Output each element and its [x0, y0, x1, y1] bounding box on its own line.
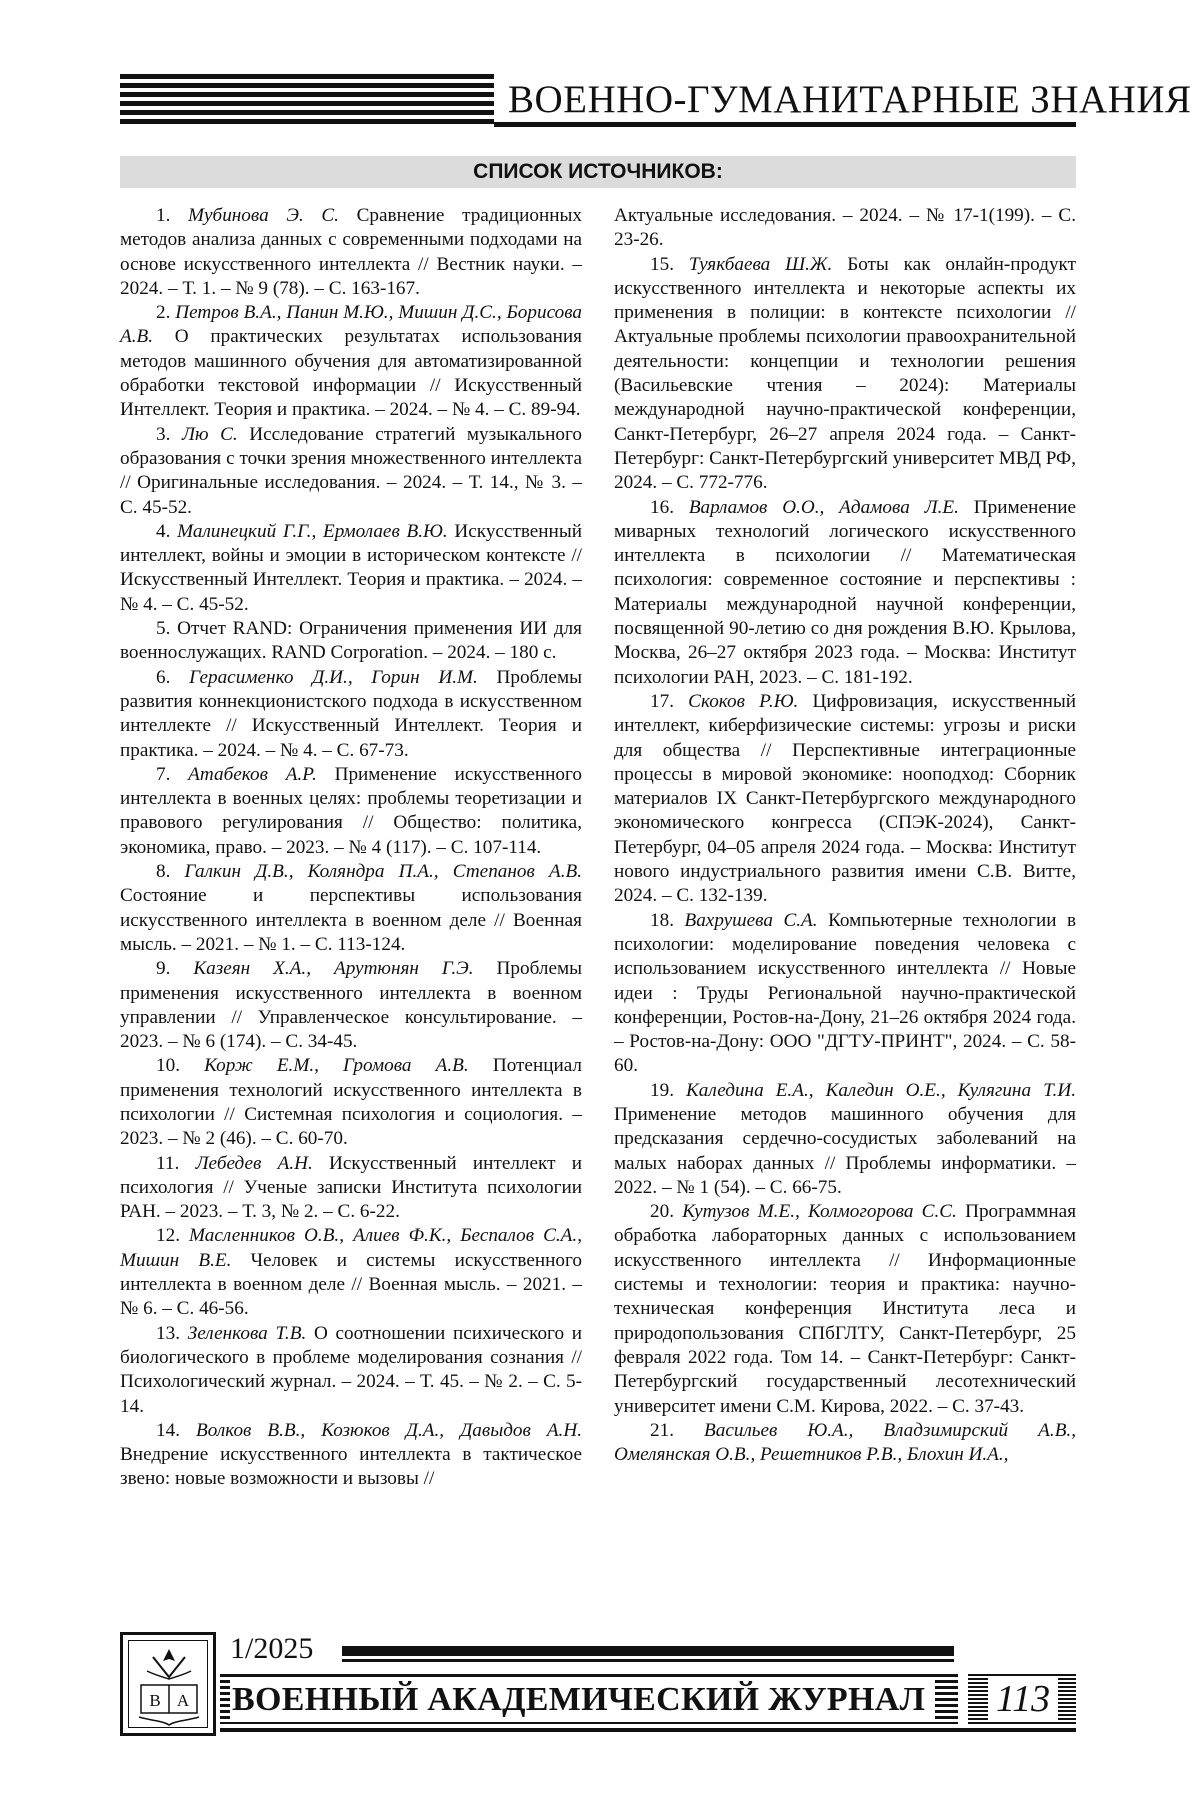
reference-text: Боты как онлайн-продукт искусственного интеллекта и некоторые аспекты их применения в полиции: в контексте психологии // Актуальные проблемы психологии правоохранительной деятельности: концепции и технологии решения (Васильевские чтения – 2024): Материалы международной научно-практической конференции, Санкт-Петербург, 26–27 апреля 2024 года. – Санкт-Петербург: Санкт-Петербургский университет МВД РФ, 2024. – С. 772-776. [614, 253, 1077, 494]
reference-text: О практических результатах использования методов машинного обучения для автоматизированной обработки текстовой информации // Искусственный Интеллект. Теория и практика. – 2024. – № 4. – С. 89-94. [120, 326, 582, 421]
logo-letter-a: А [176, 1691, 190, 1710]
reference-text: Цифровизация, искусственный интеллект, киберфизические системы: угрозы и риски для общества // Перспективные интеграционные процессы в мировой экономике: нооподход: Сборник материалов IX Санкт-Петербургского международного экономического конгресса (СПЭК-2024), Санкт-Петербург, 04–05 апреля 2024 года. – Москва: Институт нового индустриального развития имени С.В. Витте, 2024. – С. 132-139. [614, 690, 1076, 907]
reference-item [120, 423, 582, 520]
page-number: 113 [988, 1676, 1058, 1722]
reference-authors: Васильев Ю.А., Владзимирский А.В., Омелянская О.В., Решетников Р.В., Блохин И.А., [614, 1419, 1077, 1466]
reference-number: 3. [156, 423, 182, 445]
header-rule-lines [120, 74, 494, 126]
reference-item [614, 1419, 1076, 1468]
reference-number: 5. [156, 618, 178, 640]
reference-number: 21. [650, 1419, 705, 1441]
reference-number: 18. [650, 909, 685, 931]
reference-text: Человек и системы искусственного интеллекта в военном деле // Военная мысль. – 2021. – № 6. – С. 46-56. [120, 1249, 582, 1320]
reference-item [120, 957, 582, 1054]
reference-column-right [614, 204, 1076, 1467]
reference-text: Применение искусственного интеллекта в военных целях: проблемы теоретизации и правового регулирования // Общество: политика, экономика, право. – 2023. – № 4 (117). – С. 107-114. [120, 763, 583, 858]
reference-item [614, 253, 1076, 496]
reference-number: 7. [156, 763, 189, 785]
reference-authors: Кутузов М.Е., Колмогорова С.С. [682, 1201, 957, 1223]
reference-authors: Туякбаева Ш.Ж. [688, 253, 833, 275]
reference-number: 6. [156, 666, 190, 688]
reference-authors: Галкин Д.В., Коляндра П.А., Степанов А.В. [184, 861, 583, 883]
reference-item [120, 520, 582, 617]
reference-item [614, 496, 1076, 690]
reference-number: 8. [156, 861, 185, 883]
reference-authors: Мубинова Э. С. [188, 205, 339, 226]
reference-item [120, 860, 582, 957]
reference-number: 20. [650, 1201, 683, 1223]
reference-number: 11. [156, 1152, 196, 1174]
reference-number: 1. [156, 205, 189, 226]
reference-number: 9. [156, 958, 194, 980]
running-header [120, 74, 1192, 126]
reference-item [120, 1419, 582, 1492]
reference-text: Сравнение традиционных методов анализа данных с современными подходами на основе искусственного интеллекта // Вестник науки. – 2024. – Т. 1. – № 9 (78). – С. 163-167. [120, 205, 582, 299]
reference-item [120, 617, 582, 666]
reference-number: 15. [650, 253, 689, 275]
reference-text: Внедрение искусственного интеллекта в тактическое звено: новые возможности и вызовы // [120, 1444, 582, 1490]
reference-text: Состояние и перспективы использования искусственного интеллекта в военном деле // Военная мысль. – 2021. – № 1. – С. 113-124. [120, 885, 582, 955]
reference-item [120, 1224, 582, 1321]
reference-number: 12. [156, 1225, 190, 1247]
reference-authors: Герасименко Д.И., Горин И.М. [189, 666, 478, 688]
reference-text: Искусственный интеллект, войны и эмоции в историческом контексте // Искусственный Интеллект. Теория и практика. – 2024. – № 4. – С. 45-52. [120, 520, 582, 615]
reference-item [120, 301, 582, 422]
reference-item [120, 763, 582, 860]
reference-text: Компьютерные технологии в психологии: моделирование поведения человека с использованием искусственного интеллекта // Новые идеи : Труды Региональной научно-практической конференции, Ростов-на-Дону, 21–26 октября 2024 года. – Ростов-на-Дону: ООО "ДГТУ-ПРИНТ", 2024. – С. 58-60. [614, 909, 1077, 1077]
reference-item [120, 1054, 582, 1151]
reference-authors: Лю С. [181, 423, 238, 445]
logo-letter-v: В [149, 1691, 161, 1710]
reference-text: Потенциал применения технологий искусственного интеллекта в психологии // Системная психология и социология. – 2023. – № 2 (46). – С. 60-70. [120, 1055, 583, 1150]
reference-item-continued [614, 204, 1076, 253]
reference-authors: Вахрушева С.А. [684, 909, 818, 931]
journal-logo [120, 1632, 216, 1736]
reference-item [614, 1079, 1076, 1200]
reference-column-left [120, 204, 582, 1492]
reference-number: 10. [156, 1055, 205, 1077]
reference-text: Исследование стратегий музыкального образования с точки зрения множественного интеллекта // Оригинальные исследования. – 2024. – Т. 14., № 3. – С. 45-52. [120, 423, 583, 518]
reference-number: 13. [156, 1322, 188, 1344]
reference-authors: Волков В.В., Козюков Д.А., Давыдов А.Н. [196, 1419, 583, 1441]
reference-number: 16. [650, 496, 689, 518]
reference-list [120, 204, 1076, 1594]
emblem-icon [129, 1641, 209, 1729]
reference-authors: Лебедев А.Н. [195, 1152, 313, 1174]
journal-title: ВОЕННЫЙ АКАДЕМИЧЕСКИЙ ЖУРНАЛ [230, 1678, 935, 1722]
reference-number: 4. [156, 520, 178, 542]
reference-number: 14. [156, 1419, 196, 1441]
reference-text: О соотношении психического и биологического в проблеме моделирования сознания // Психологический журнал. – 2024. – Т. 45. – № 2. – С. 5-14. [120, 1322, 583, 1417]
reference-text: Отчет RAND: Ограничения применения ИИ для военнослужащих. RAND Corporation. – 2024. – 180 с. [120, 618, 582, 664]
reference-text: Применение миварных технологий логического искусственного интеллекта в психологии // Математическая психология: современное состояние и перспективы : Материалы международной научной конференции, посвященной 90-летию со дня рождения В.Ю. Крылова, Москва, 26–27 октября 2023 года. – Москва: Институт психологии РАН, 2023. – С. 181-192. [614, 496, 1077, 688]
reference-authors: Варламов О.О., Адамова Л.Е. [688, 496, 959, 518]
running-footer [120, 1632, 1076, 1740]
reference-text: Программная обработка лабораторных данных с использованием искусственного интеллекта // Информационные системы и технологии: теория и практика: научно-техническая конференция Института леса и природопользования СПбГЛТУ, Санкт-Петербург, 25 февраля 2022 года. Том 14. – Санкт-Петербург: Санкт-Петербургский государственный лесотехнический университет имени С.М. Кирова, 2022. – С. 37-43. [614, 1201, 1077, 1417]
reference-text: Применение методов машинного обучения для предсказания сердечно-сосудистых заболеваний на малых наборах данных // Проблемы информатики. – 2022. – № 1 (54). – С. 66-75. [614, 1103, 1076, 1198]
issue-rule [342, 1646, 954, 1656]
reference-text: Проблемы применения искусственного интеллекта в военном управлении // Управленческое консультирование. – 2023. – № 6 (174). – С. 34-45. [120, 958, 583, 1053]
reference-item [120, 1152, 582, 1225]
header-title: ВОЕННО-ГУМАНИТАРНЫЕ ЗНАНИЯ [508, 78, 1192, 121]
reference-authors: Зеленкова Т.В. [187, 1322, 307, 1344]
reference-authors: Петров В.А., Панин М.Ю., Мишин Д.С., Борисова А.В. [120, 302, 583, 348]
reference-authors: Атабеков А.Р. [188, 763, 317, 785]
header-underline [494, 122, 1076, 127]
reference-authors: Каледина Е.А., Каледин О.Е., Кулягина Т.И. [686, 1079, 1077, 1101]
reference-item [614, 1200, 1076, 1419]
section-heading: СПИСОК ИСТОЧНИКОВ: [120, 156, 1076, 188]
reference-text: Актуальные исследования. – 2024. – № 17-1(199). – С. 23-26. [614, 205, 1076, 251]
reference-authors: Казеян Х.А., Арутюнян Г.Э. [193, 958, 474, 980]
reference-number: 19. [650, 1079, 687, 1101]
reference-text: Искусственный интеллект и психология // Ученые записки Института психологии РАН. – 2023. – Т. 3, № 2. – С. 6-22. [120, 1152, 583, 1223]
reference-authors: Малинецкий Г.Г., Ермолаев В.Ю. [177, 520, 448, 542]
reference-item [120, 1322, 582, 1419]
reference-number: 2. [156, 302, 176, 324]
reference-item [614, 909, 1076, 1079]
reference-item [120, 204, 582, 301]
reference-authors: Корж Е.М., Громова А.В. [204, 1055, 469, 1077]
reference-number: 17. [650, 690, 689, 712]
reference-authors: Масленников О.В., Алиев Ф.К., Беспалов С.А., Мишин В.Е. [120, 1225, 582, 1271]
reference-item [614, 690, 1076, 909]
issue-number: 1/2025 [230, 1632, 314, 1665]
reference-item [120, 666, 582, 763]
reference-text: Проблемы развития коннекционистского подхода в искусственном интеллекте // Искусственный Интеллект. Теория и практика. – 2024. – № 4. – С. 67-73. [120, 666, 582, 761]
reference-authors: Скоков Р.Ю. [688, 690, 799, 712]
